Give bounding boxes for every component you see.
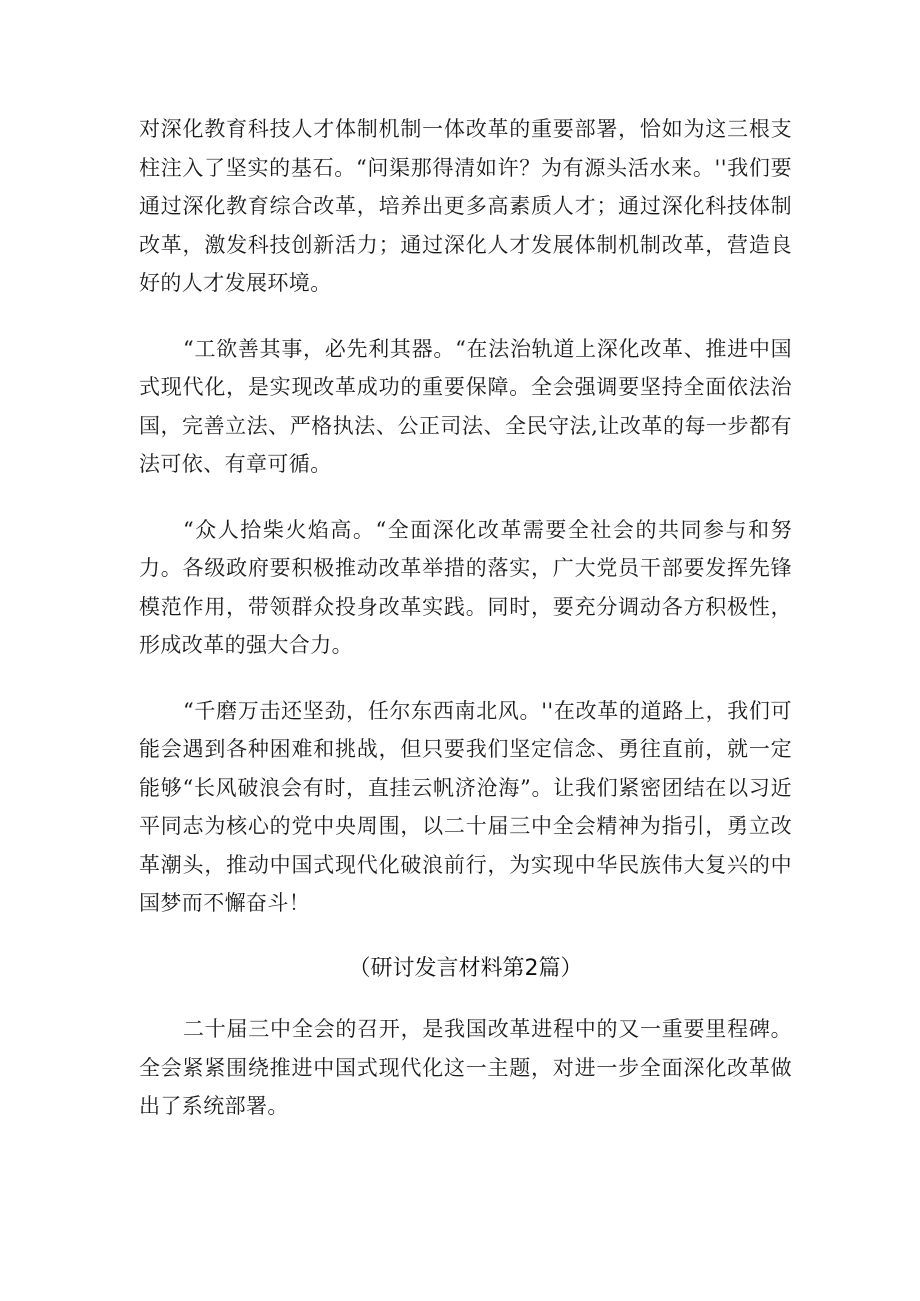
document-body <box>139 110 792 1153</box>
paragraph-perseverance: “千磨万击还坚劲，任尔东西南北风。''在改革的道路上，我们可能会遇到各种困难和挑战，但只要我们坚定信念、勇往直前，就一定能够“长风破浪会有时，直挂云帆济沧海”。让我们紧密团结在以习近平同志为核心的党中央周围，以二十届三中全会精神为指引，勇立改革潮头，推动中国式现代化破浪前行，为实现中华民族伟大复兴的中国梦而不懈奋斗！ <box>139 698 792 915</box>
section-heading: （研讨发言材料第2篇） <box>348 955 583 981</box>
paragraph-collective-effort: “众人拾柴火焰高。“全面深化改革需要全社会的共同参与和努力。各级政府要积极推动改革举措的落实，广大党员干部要发挥先锋模范作用，带领群众投身改革实践。同时，要充分调动各方积极性，形成改革的强大合力。 <box>139 517 792 657</box>
paragraph-plenum-intro: 二十届三中全会的召开，是我国改革进程中的又一重要里程碑。全会紧紧围绕推进中国式现代化这一主题，对进一步全面深化改革做出了系统部署。 <box>139 1017 792 1118</box>
paragraph-rule-of-law: “工欲善其事，必先利其器。“在法治轨道上深化改革、推进中国式现代化，是实现改革成功的重要保障。全会强调要坚持全面依法治国，完善立法、严格执法、公正司法、全民守法,让改革的每一步都有法可依、有章可循。 <box>139 336 792 476</box>
paragraph-reform-pillars: 对深化教育科技人才体制机制一体改革的重要部署，恰如为这三根支柱注入了坚实的基石。“问渠那得清如许？为有源头活水来。''我们要通过深化教育综合改革，培养出更多高素质人才；通过深化科技体制改革，激发科技创新活力；通过深化人才发展体制机制改革，营造良好的人才发展环境。 <box>139 117 792 295</box>
